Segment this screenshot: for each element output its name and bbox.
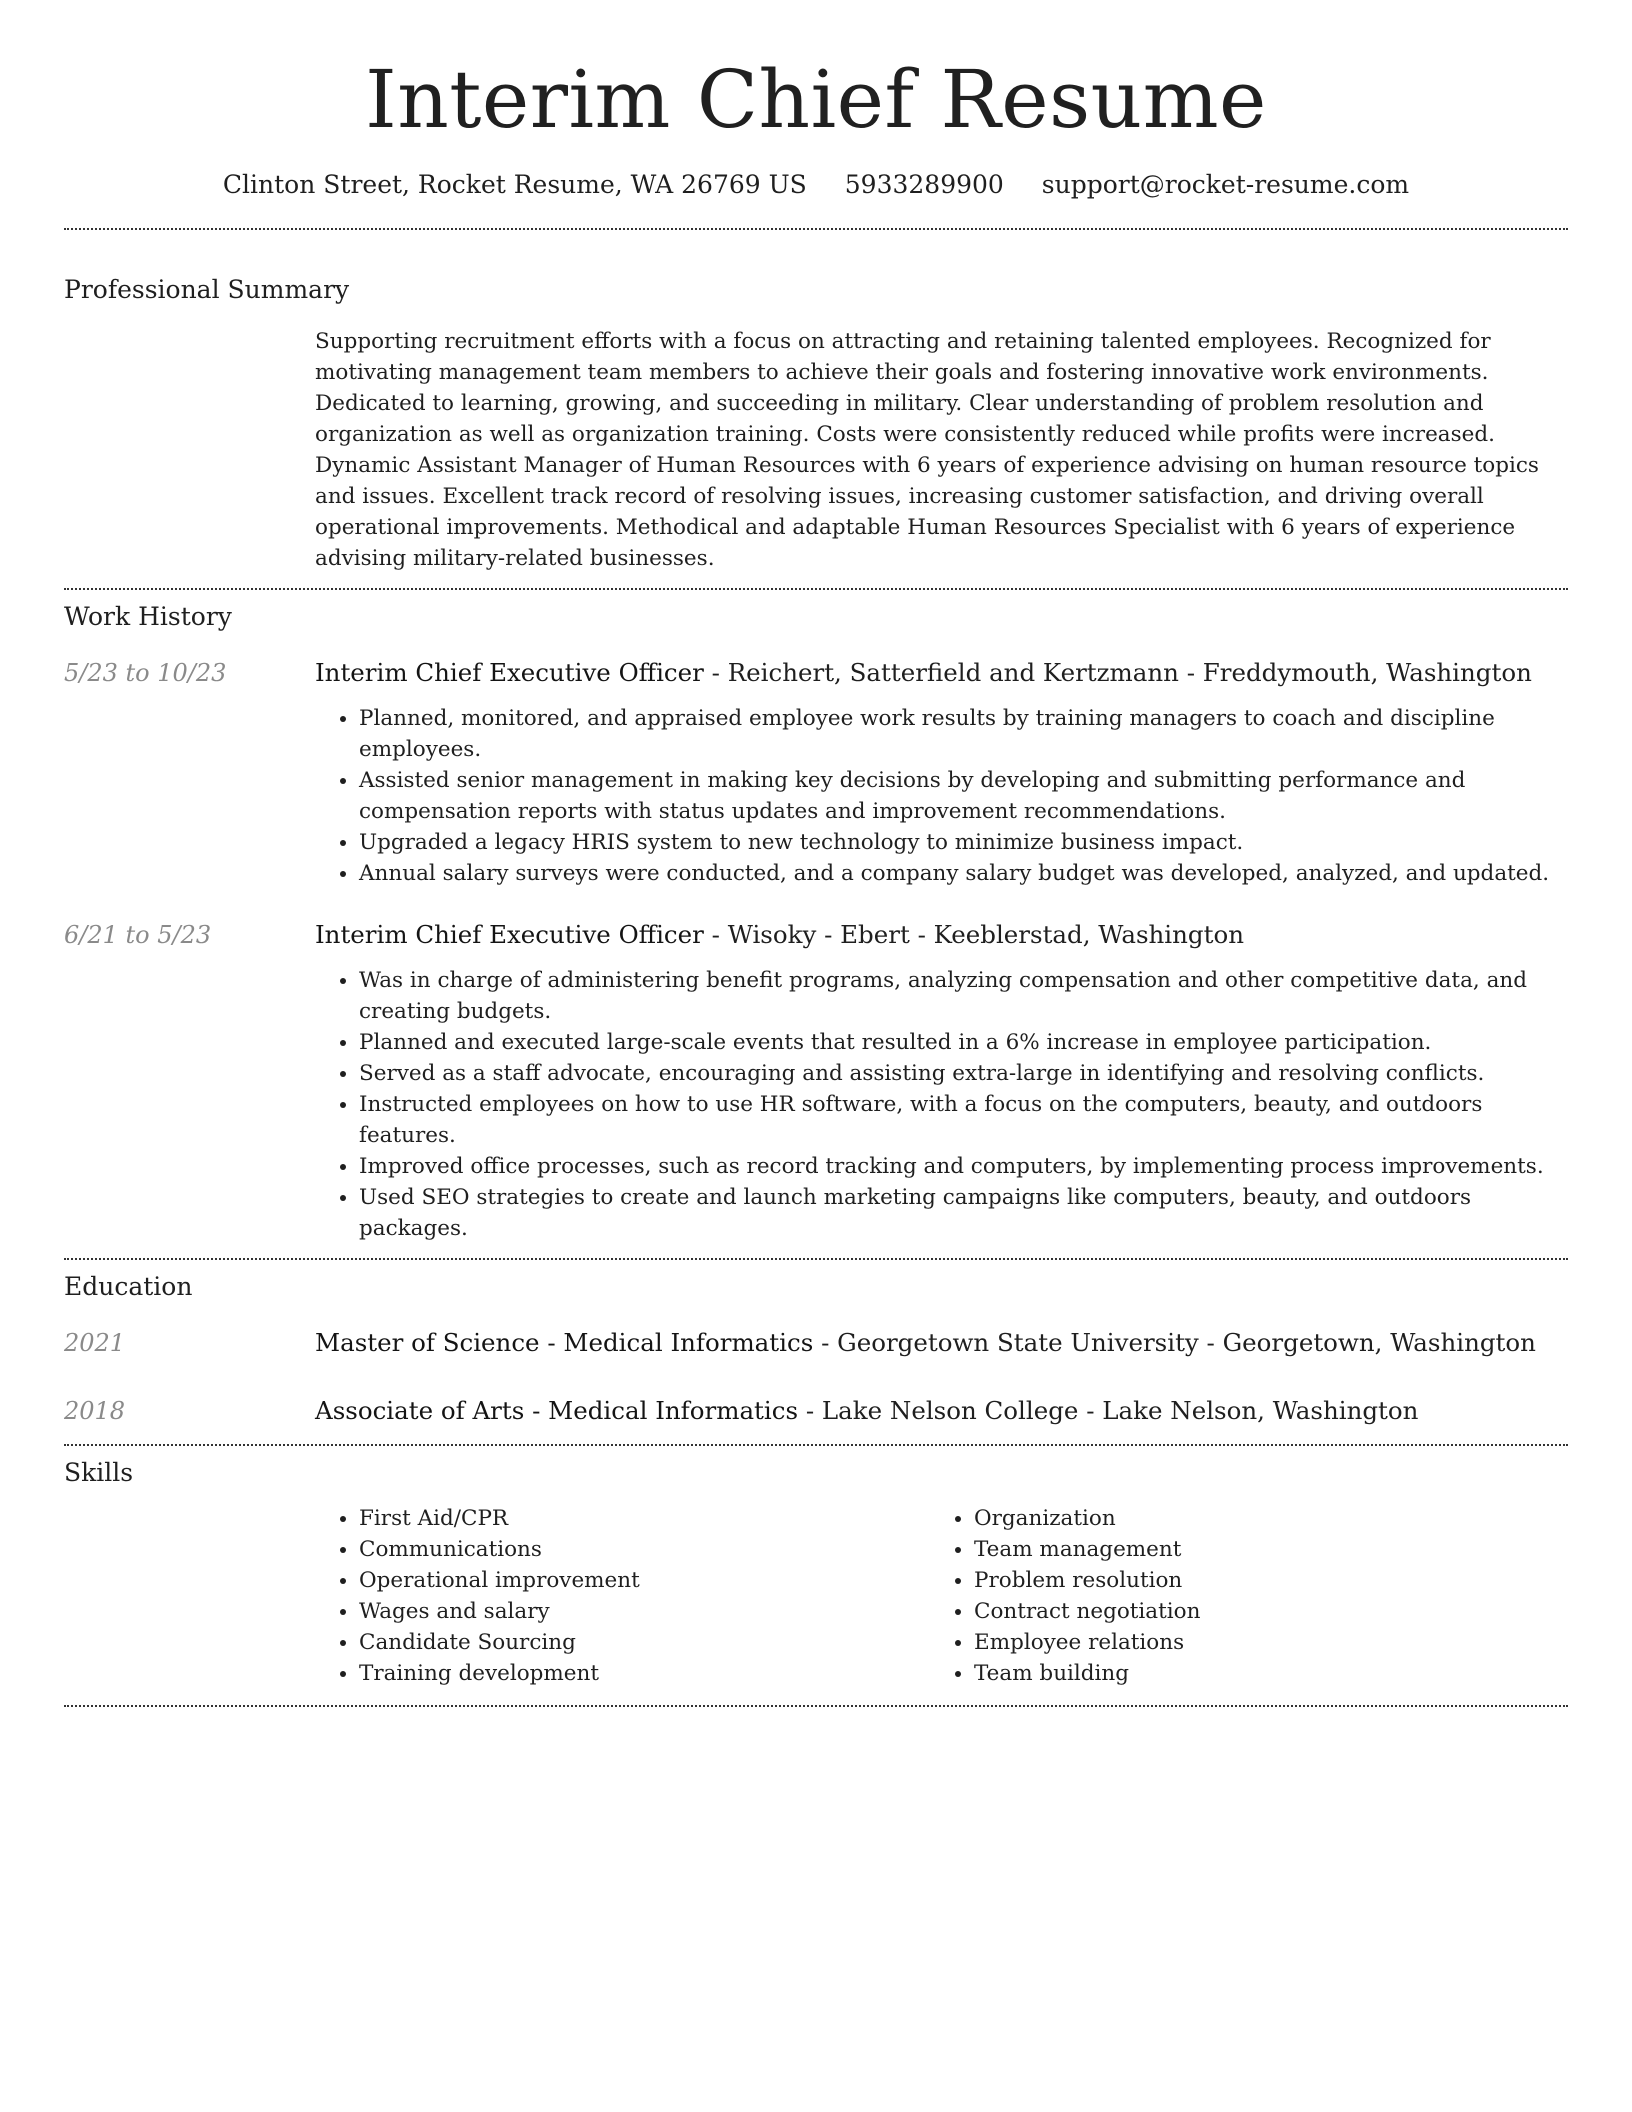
section-title-work-history: Work History bbox=[64, 602, 232, 631]
list-item: • Improved office processes, such as record tracking and computers, by implementing process improvements. bbox=[359, 1151, 1568, 1182]
job-bullets bbox=[315, 965, 1568, 1244]
skill-item: • Contract negotiation bbox=[974, 1596, 1545, 1627]
skill-item: • First Aid/CPR bbox=[359, 1503, 930, 1534]
list-item: • Annual salary surveys were conducted, and a company salary budget was developed, analyzed, and updated. bbox=[359, 858, 1568, 889]
education-entry bbox=[64, 1326, 1568, 1360]
list-item: • Planned, monitored, and appraised employee work results by training managers to coach and discipline employees. bbox=[359, 703, 1568, 765]
list-item: • Upgraded a legacy HRIS system to new technology to minimize business impact. bbox=[359, 827, 1568, 858]
skill-item: • Wages and salary bbox=[359, 1596, 930, 1627]
list-item: • Was in charge of administering benefit programs, analyzing compensation and other competitive data, and creating budgets. bbox=[359, 965, 1568, 1027]
section-title-summary: Professional Summary bbox=[64, 275, 350, 304]
education-details: - Lake Nelson College - Lake Nelson, Washington bbox=[798, 1396, 1419, 1425]
resume-name: Interim Chief Resume bbox=[365, 53, 1267, 146]
job-details: - Reichert, Satterfield and Kertzmann - Freddymouth, Washington bbox=[703, 658, 1532, 687]
section-title-education: Education bbox=[64, 1272, 193, 1301]
skill-item: • Training development bbox=[359, 1658, 930, 1689]
resume-header bbox=[64, 0, 1568, 202]
job-entry bbox=[64, 656, 1568, 889]
resume-page bbox=[64, 0, 1568, 1707]
education-degree: Associate of Arts - Medical Informatics bbox=[315, 1396, 799, 1425]
list-item: • Planned and executed large-scale events that resulted in a 6% increase in employee participation. bbox=[359, 1027, 1568, 1058]
education-year: 2021 bbox=[64, 1329, 126, 1357]
education-degree: Master of Science - Medical Informatics bbox=[315, 1328, 814, 1357]
skill-item: • Organization bbox=[974, 1503, 1545, 1534]
job-bullets bbox=[315, 703, 1568, 889]
job-title-line bbox=[315, 656, 1532, 690]
list-item: • Served as a staff advocate, encouraging and assisting extra-large in identifying and resolving conflicts. bbox=[359, 1058, 1568, 1089]
skills-section bbox=[64, 1446, 1568, 1689]
education-title-line bbox=[315, 1394, 1418, 1428]
list-item: • Used SEO strategies to create and launch marketing campaigns like computers, beauty, and outdoors packages. bbox=[359, 1182, 1568, 1244]
education-section bbox=[64, 1260, 1568, 1428]
summary-text: Supporting recruitment efforts with a focus on attracting and retaining talented employees. Recognized for motivating management team members to achieve their goals and fostering innovative work environments. Dedicated to learning, growing, and succeeding in military. Clear understanding of problem resolution and organization as well as organization training. Costs were consistently reduced while profits were increased. Dynamic Assistant Manager of Human Resources with 6 years of experience advising on human resource topics and issues. Excellent track record of resolving issues, increasing customer satisfaction, and driving overall operational improvements. Methodical and adaptable Human Resources Specialist with 6 years of experience advising military-related businesses. bbox=[315, 329, 1539, 571]
contact-phone: 5933289900 bbox=[844, 170, 1004, 199]
job-role: Interim Chief Executive Officer bbox=[315, 920, 704, 949]
skill-item: • Employee relations bbox=[974, 1627, 1545, 1658]
section-title-skills: Skills bbox=[64, 1458, 134, 1487]
contact-line bbox=[64, 168, 1568, 202]
job-dates: 6/21 to 5/23 bbox=[64, 921, 212, 949]
skill-item: • Team management bbox=[974, 1534, 1545, 1565]
list-item: • Instructed employees on how to use HR software, with a focus on the computers, beauty, and outdoors features. bbox=[359, 1089, 1568, 1151]
education-details: - Georgetown State University - Georgetown, Washington bbox=[813, 1328, 1536, 1357]
summary-section bbox=[64, 230, 1568, 574]
list-item: • Assisted senior management in making key decisions by developing and submitting performance and compensation reports with status updates and improvement recommendations. bbox=[359, 765, 1568, 827]
job-entry bbox=[64, 918, 1568, 1244]
education-year: 2018 bbox=[64, 1397, 126, 1425]
skill-item: • Team building bbox=[974, 1658, 1545, 1689]
job-role: Interim Chief Executive Officer bbox=[315, 658, 704, 687]
work-history-section bbox=[64, 590, 1568, 1244]
contact-address: Clinton Street, Rocket Resume, WA 26769 US bbox=[222, 170, 807, 199]
skill-item: • Candidate Sourcing bbox=[359, 1627, 930, 1658]
education-title-line bbox=[315, 1326, 1536, 1360]
job-dates: 5/23 to 10/23 bbox=[64, 659, 227, 687]
skill-item: • Problem resolution bbox=[974, 1565, 1545, 1596]
job-title-line bbox=[315, 918, 1244, 952]
education-entry bbox=[64, 1394, 1568, 1428]
contact-email: support@rocket-resume.com bbox=[1041, 170, 1410, 199]
section-divider bbox=[64, 1705, 1568, 1707]
job-details: - Wisoky - Ebert - Keeblerstad, Washington bbox=[703, 920, 1244, 949]
skills-list-left bbox=[315, 1503, 930, 1689]
skill-item: • Operational improvement bbox=[359, 1565, 930, 1596]
skills-list-right bbox=[930, 1503, 1545, 1689]
skill-item: • Communications bbox=[359, 1534, 930, 1565]
